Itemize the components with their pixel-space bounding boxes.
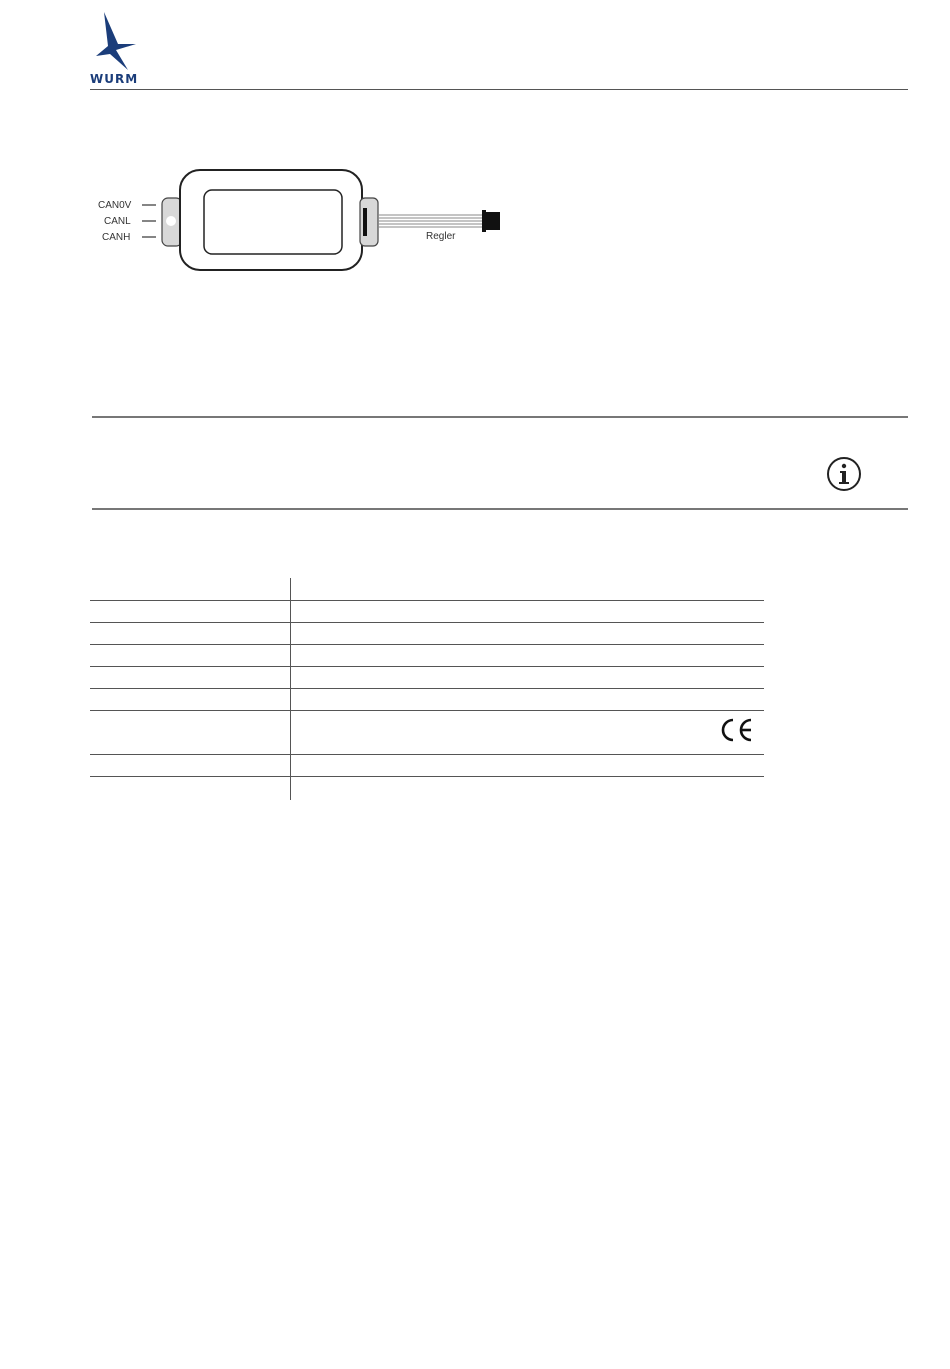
label-canl: CANL bbox=[104, 216, 131, 227]
device-diagram bbox=[90, 160, 520, 280]
info-icon bbox=[826, 456, 862, 492]
note-bottom-rule bbox=[92, 508, 908, 510]
header-divider bbox=[90, 89, 908, 90]
table-row bbox=[90, 754, 764, 755]
table-row bbox=[90, 666, 764, 667]
table-row bbox=[90, 600, 764, 601]
brand-name: WURM bbox=[90, 72, 139, 86]
table-row bbox=[90, 710, 764, 711]
ce-mark-icon bbox=[718, 717, 754, 743]
table-column-divider bbox=[290, 578, 291, 800]
cable-label: Regler bbox=[426, 231, 456, 242]
table-row bbox=[90, 776, 764, 777]
note-top-rule bbox=[92, 416, 908, 418]
table-row bbox=[90, 688, 764, 689]
label-canh: CANH bbox=[102, 232, 131, 243]
label-can0v: CAN0V bbox=[98, 200, 132, 211]
table-row bbox=[90, 622, 764, 623]
table-row bbox=[90, 644, 764, 645]
